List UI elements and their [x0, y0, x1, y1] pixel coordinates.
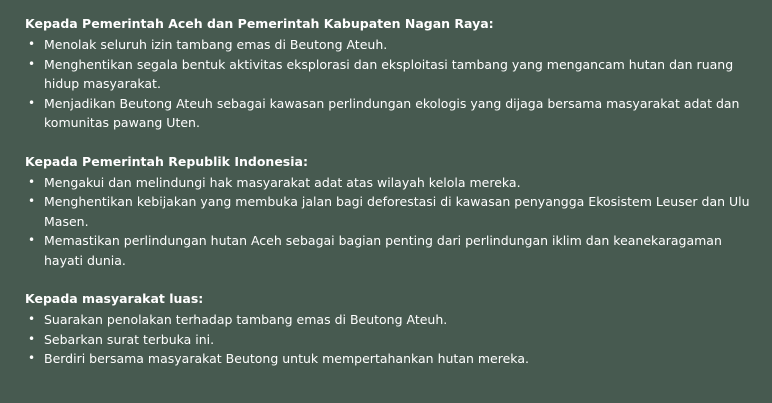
- bullet-icon: •: [28, 312, 36, 326]
- list-item-text: Menghentikan segala bentuk aktivitas eksplorasi dan eksploitasi tambang yang mengancam hutan dan ruang hidup masyarakat.: [44, 56, 734, 91]
- list-item-text: Memastikan perlindungan hutan Aceh sebagai bagian penting dari perlindungan iklim dan keanekaragaman hayati dunia.: [44, 233, 722, 268]
- bullet-icon: •: [28, 233, 36, 247]
- list-item-text: Menjadikan Beutong Ateuh sebagai kawasan perlindungan ekologis yang dijaga bersama masyarakat adat dan komunitas pawang Uten.: [44, 95, 740, 130]
- list-item: [25, 192, 750, 231]
- list-item-text: Menghentikan kebijakan yang membuka jalan bagi deforestasi di kawasan penyangga Ekosistem Leuser dan Ulu Masen.: [44, 194, 750, 229]
- bullet-icon: •: [28, 194, 36, 208]
- bullet-icon: •: [28, 174, 36, 189]
- list-item-text: Menolak seluruh izin tambang emas di Beutong Ateuh.: [44, 37, 388, 52]
- list-item: [25, 94, 750, 133]
- open-letter-demands: [25, 10, 750, 369]
- list-item: [25, 55, 750, 94]
- list-item-text: Berdiri bersama masyarakat Beutong untuk mempertahankan hutan mereka.: [44, 351, 529, 366]
- list-item: [25, 310, 750, 330]
- list-item: [25, 35, 750, 55]
- bullet-icon: •: [28, 351, 36, 365]
- bullet-icon: •: [28, 95, 36, 110]
- list-item-text: Mengakui dan melindungi hak masyarakat adat atas wilayah kelola mereka.: [44, 174, 521, 190]
- list-item: [25, 173, 750, 193]
- demands-list-aceh: [25, 35, 750, 133]
- list-item: [25, 231, 750, 270]
- list-item: [25, 330, 750, 350]
- bullet-icon: •: [28, 56, 36, 71]
- section-heading-indonesia: Kepada Pemerintah Republik Indonesia:: [25, 153, 308, 169]
- list-item-text: Sebarkan surat terbuka ini.: [44, 331, 215, 347]
- list-item: [25, 349, 750, 369]
- bullet-icon: •: [28, 37, 36, 51]
- demands-list-public: [25, 310, 750, 369]
- section-heading-aceh: Kepada Pemerintah Aceh dan Pemerintah Kabupaten Nagan Raya:: [25, 16, 494, 31]
- bullet-icon: •: [28, 331, 36, 346]
- list-item-text: Suarakan penolakan terhadap tambang emas di Beutong Ateuh.: [44, 312, 448, 327]
- section-heading-public: Kepada masyarakat luas:: [25, 291, 204, 306]
- demands-list-indonesia: [25, 173, 750, 271]
